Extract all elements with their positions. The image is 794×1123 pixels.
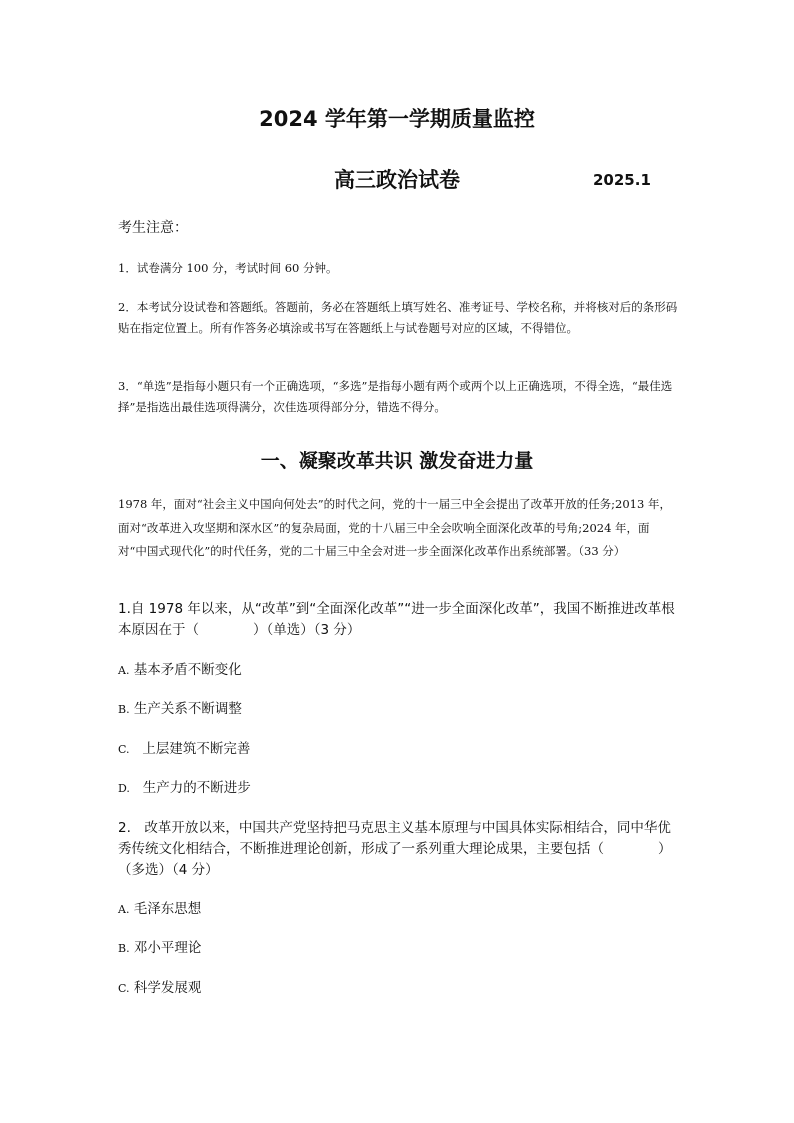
option-letter: B. (118, 942, 130, 955)
option-text: 毛泽东思想 (129, 901, 202, 917)
option-b (118, 699, 242, 720)
question-1: 1.自 1978 年以来，从“改革”到“全面深化改革”“进一步全面深化改革”，我国不断推进改革根本原因在于（ ）（单选）（3 分） (118, 601, 675, 638)
option-letter: C. (118, 743, 130, 756)
option-text: 生产关系不断调整 (129, 701, 242, 717)
option-letter: A. (118, 664, 130, 677)
option-letter: A. (118, 903, 130, 916)
notice-item: 2．本考试分设试卷和答题纸。答题前，务必在答题纸上填写姓名、准考证号、学校名称，并将核对后的条形码贴在指定位置上。所有作答务必填涂或书写在答题纸上与试卷题号对应的区域，不得错位。 (118, 300, 678, 335)
option-letter: C. (118, 982, 130, 995)
exam-date: 2025.1 (593, 171, 651, 189)
option-letter: D. (118, 782, 130, 795)
notice-heading: 考生注意： (118, 220, 188, 236)
option-b (118, 938, 201, 959)
option-text: 基本矛盾不断变化 (129, 662, 242, 678)
option-letter: B. (118, 703, 130, 716)
option-a (118, 899, 201, 920)
option-text: 上层建筑不断完善 (129, 741, 251, 757)
exam-title: 2024 学年第一学期质量监控 (259, 107, 535, 131)
option-c (118, 978, 201, 999)
option-d (118, 778, 251, 799)
exam-subtitle: 高三政治试卷 (334, 168, 460, 192)
notice-item: 1．试卷满分 100 分，考试时间 60 分钟。 (118, 261, 338, 275)
option-text: 科学发展观 (129, 980, 202, 996)
option-text: 生产力的不断进步 (129, 780, 251, 796)
section-heading: 一、凝聚改革共识 激发奋进力量 (260, 450, 534, 472)
option-c (118, 739, 250, 760)
option-text: 邓小平理论 (129, 940, 202, 956)
section-intro: 1978 年，面对“社会主义中国向何处去”的时代之问，党的十一届三中全会提出了改革开放的任务;2013 年，面对“改革进入攻坚期和深水区”的复杂局面，党的十八届三中全会吹响全面深化改革的号角;2024 年，面对“中国式现代化”的时代任务，党的二十届三中全会对进一步全面深化改革作出系统部署。（33 分） (118, 497, 671, 558)
option-a (118, 660, 242, 681)
notice-item: 3．“单选”是指每小题只有一个正确选项，“多选”是指每小题有两个或两个以上正确选项，不得全选，“最佳选择”是指选出最佳选项得满分，次佳选项得部分分，错选不得分。 (118, 379, 673, 414)
question-2: 2. 改革开放以来，中国共产党坚持把马克思主义基本原理与中国具体实际相结合，同中华优秀传统文化相结合，不断推进理论创新，形成了一系列重大理论成果，主要包括（ ）（多选）（4 分） (118, 820, 672, 878)
